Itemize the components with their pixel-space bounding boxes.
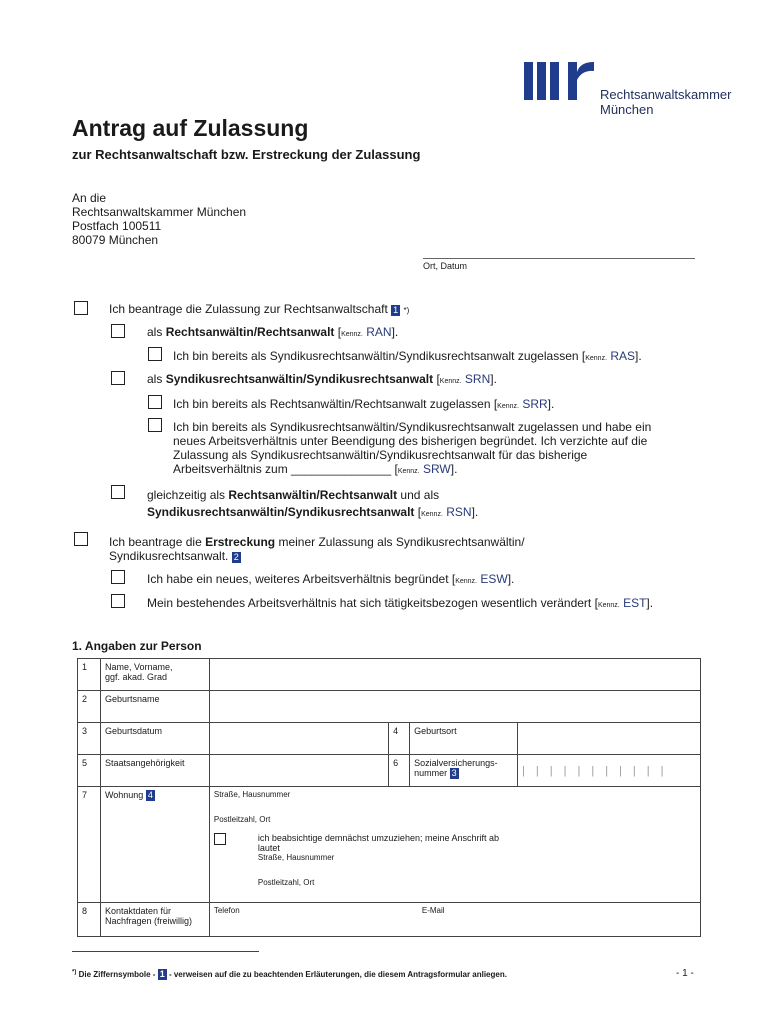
checkbox-ras[interactable]: [148, 347, 162, 361]
checkbox-srr[interactable]: [148, 395, 162, 409]
recipient-address: An die Rechtsanwaltskammer München Postfach 100511 80079 München: [72, 191, 247, 247]
checkbox-est[interactable]: [111, 594, 125, 608]
page-number: - 1 -: [676, 968, 694, 979]
option-zulassung: Ich beantrage die Zulassung zur Rechtsanwaltschaft 1 *): [109, 302, 410, 316]
option-erstreckung: Ich beantrage die Erstreckung meiner Zulassung als Syndikusrechtsanwältin/ Syndikusrechtsanwalt. 2: [109, 535, 525, 563]
checkbox-srn[interactable]: [111, 371, 125, 385]
address-field[interactable]: Straße, Hausnummer Postleitzahl, Ort ich beabsichtige demnächst umzuziehen; meine Anschrift ab lautet Straße, Hausnummer Postleitzahl, Ort: [209, 787, 700, 903]
option-rsn: gleichzeitig als Rechtsanwältin/Rechtsanwalt und als Syndikusrechtsanwältin/Syndikusrechtsanwalt [Kennz. RSN].: [147, 488, 479, 519]
checkbox-esw[interactable]: [111, 570, 125, 584]
checkbox-zulassung[interactable]: [74, 301, 88, 315]
rak-logo-mark: [524, 58, 600, 102]
option-esw: Ich habe ein neues, weiteres Arbeitsverhältnis begründet [Kennz. ESW].: [147, 572, 515, 586]
nationality-field[interactable]: [209, 755, 388, 787]
form-subtitle: zur Rechtsanwaltschaft bzw. Erstreckung der Zulassung: [72, 147, 421, 162]
checkbox-ran[interactable]: [111, 324, 125, 338]
footnote-divider: [72, 951, 259, 952]
name-field[interactable]: [209, 659, 700, 691]
section-title: 1. Angaben zur Person: [72, 639, 202, 653]
table-row: 2 Geburtsname: [78, 691, 701, 723]
option-srw: Ich bin bereits als Syndikusrechtsanwältin/Syndikusrechtsanwalt zugelassen und habe ein neues Arbeitsverhältnis unter Beendigung des bisherigen begründet. Ich verzichte auf die Zulassung als Syndikusrechtsanwältin/Syndikusrechtsanwalt für das bisherige Arbeitsverhältnis zum _______________ [Kennz. SRW].: [173, 420, 652, 476]
table-row: 1 Name, Vorname, ggf. akad. Grad: [78, 659, 701, 691]
option-est: Mein bestehendes Arbeitsverhältnis hat sich tätigkeitsbezogen wesentlich verändert [Kennz. EST].: [147, 596, 654, 610]
birthname-field[interactable]: [209, 691, 700, 723]
option-ran: als Rechtsanwältin/Rechtsanwalt [Kennz. RAN].: [147, 325, 399, 339]
note-number: 2: [233, 552, 239, 562]
person-table: [77, 658, 701, 937]
option-ras: Ich bin bereits als Syndikusrechtsanwältin/Syndikusrechtsanwalt zugelassen [Kennz. RAS].: [173, 349, 642, 363]
checkbox-erstreckung[interactable]: [74, 532, 88, 546]
form-title: Antrag auf Zulassung: [72, 115, 309, 141]
note-number: 1: [393, 305, 399, 315]
option-srn: als Syndikusrechtsanwältin/Syndikusrechtsanwalt [Kennz. SRN].: [147, 372, 497, 386]
birthplace-field[interactable]: [518, 723, 701, 755]
option-srr: Ich bin bereits als Rechtsanwältin/Rechtsanwalt zugelassen [Kennz. SRR].: [173, 397, 555, 411]
birthdate-field[interactable]: [209, 723, 388, 755]
table-row: 8 Kontaktdaten für Nachfragen (freiwillig) Telefon E-Mail: [78, 903, 701, 937]
table-row: 5 Staatsangehörigkeit 6 Sozialversicherungs- nummer 3 |||||||||||: [78, 755, 701, 787]
table-row: 3 Geburtsdatum 4 Geburtsort: [78, 723, 701, 755]
checkbox-rsn[interactable]: [111, 485, 125, 499]
org-name: Rechtsanwaltskammer München: [600, 87, 732, 117]
place-date-line[interactable]: [423, 258, 695, 259]
table-row: 7 Wohnung 4 Straße, Hausnummer Postleitzahl, Ort ich beabsichtige demnächst umzuziehen; meine Anschrift ab lautet Straße, Hausnummer Postleitzahl, Ort: [78, 787, 701, 903]
footnote: *) Die Ziffernsymbole - 1 - verweisen auf die zu beachtenden Erläuterungen, die diesem Antragsformular anliegen.: [72, 969, 507, 979]
place-date-label: Ort, Datum: [423, 261, 468, 271]
checkbox-moving[interactable]: [214, 833, 226, 845]
checkbox-srw[interactable]: [148, 418, 162, 432]
ssn-field[interactable]: |||||||||||: [518, 755, 701, 787]
contact-field[interactable]: Telefon E-Mail: [209, 903, 700, 937]
